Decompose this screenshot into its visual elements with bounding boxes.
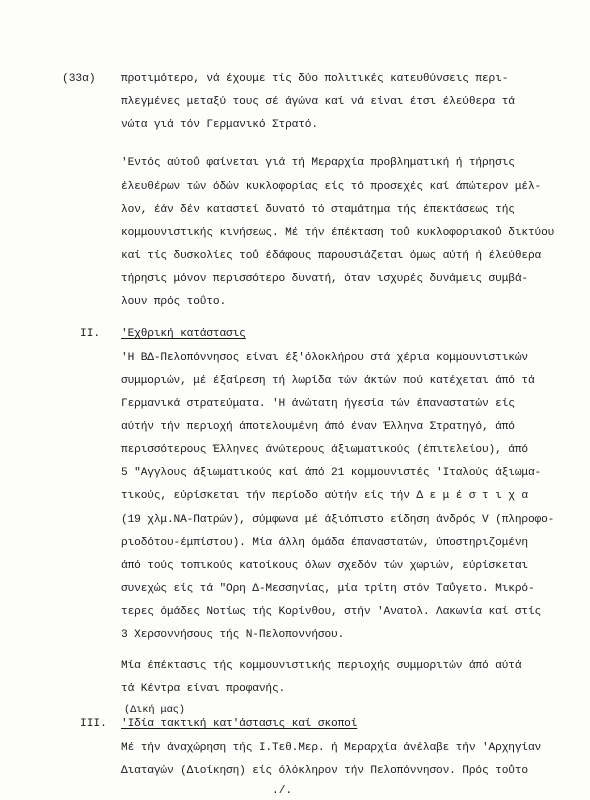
paragraph-marker-33a: (33α) (62, 73, 96, 85)
section-2-heading: 'Εχθρική κατάστασις (121, 328, 246, 340)
section-3-annotation: (Δική μας) (124, 704, 185, 716)
text-line: τερες όμάδες Νοτίως τής Κορίνθου, στήν 'Ανατολ. Λακωνία καί στίς (121, 606, 542, 618)
text-line: συμμοριών, μέ έξαίρεση τή λωρίδα τών άκτών πού κατέχεται άπό τά (121, 375, 535, 387)
page-continuation-mark: ./. (272, 785, 293, 797)
text-line: καί τίς δυσκολίες τοΰ έδάφους παρουσιάζεται όμως αύτή ή έλεύθερα (121, 250, 542, 262)
text-line: έλευθέρων τών όδών κυκλοφορίας είς τό προσεχές καί άπώτερον μέλ- (121, 181, 542, 193)
text-line: Μία έπέκτασις τής κομμουνιστικής περιοχής συμμοριτών άπό αύτά (121, 660, 522, 672)
text-line: λον, έάν δέν καταστεί δυνατό τό σταμάτημα τής έπεκτάσεως τής (121, 204, 515, 216)
text-line: 'Εντός αύτοΰ φαίνεται γιά τή Μεραρχία προβληματική ή τήρησις (121, 157, 515, 169)
text-line: συνεχώς είς τά "Ορη Δ-Μεσσηνίας, μία τρίτη στόν Ταΰγετο. Μικρό- (121, 583, 535, 595)
section-number-3: III. (80, 718, 107, 730)
text-line: ριοδότου-έμπίστου). Μία άλλη όμάδα έπαναστατών, ύποστηριζομένη (121, 537, 528, 549)
section-3-heading: 'Ιδία τακτική κατ'άστασις καί σκοποί (121, 718, 358, 730)
text-line: αύτήν τήν περιοχή άποτελουμένη άπό έναν Έλληνα Στρατηγό, άπό (121, 421, 515, 433)
text-line: τήρησις μόνον περισσότερο δυνατή, όταν ισχυρές δυνάμεις συμβά- (121, 273, 528, 285)
text-line: προτιμότερο, νά έχουμε τίς δύο πολιτικές κατευθύνσεις περι- (121, 73, 509, 85)
text-line: 3 Χερσοννήσους τής Ν-Πελοποννήσου. (121, 629, 345, 641)
text-line: τά Κέντρα είναι προφανής. (121, 683, 286, 695)
text-line: περισσότερους Έλληνες άνώτερους άξιωματικούς (έπιτελείου), άπό (121, 444, 528, 456)
text-line: τικούς, εύρίσκεται τήν περίοδο αύτήν είς τήν Δ ε μ έ σ τ ι χ α (121, 490, 528, 502)
section-number-2: II. (80, 328, 101, 340)
text-line: άπό τούς τοπικούς κατοίκους όλων σχεδόν τών χωριών, εύρίσκεται (121, 560, 528, 572)
text-line: (19 χλμ.ΝΑ-Πατρών), σύμφωνα μέ άξιόπιστο είδηση άνδρός V (πληροφο- (121, 514, 555, 526)
text-line: πλεγμένες μεταξύ τους σέ άγώνα καί νά είναι έτσι έλεύθερα τά (121, 96, 515, 108)
text-line: Διαταγών (Διοίκηση) είς όλόκληρον τήν Πελοπόννησον. Πρός τοΰτο (121, 765, 528, 777)
text-line: νώτα γιά τόν Γερμανικό Στρατό. (121, 119, 318, 131)
text-line: 5 "Αγγλους άξιωματικούς καί άπό 21 κομμουνιστές 'Ιταλούς άξιωμα- (121, 467, 542, 479)
text-line: Μέ τήν άναχώρηση τής Ι.Τεθ.Μερ. ή Μεραρχία άνέλαβε τήν 'Αρχηγίαν (121, 742, 542, 754)
text-line: λουν πρός τοΰτο. (121, 296, 227, 308)
text-line: κομμουνιστικής κινήσεως. Μέ τήν έπέκταση τοΰ κυκλοφοριακοΰ δικτύου (121, 227, 555, 239)
text-line: 'Η ΒΔ-Πελοπόννησος είναι έξ'όλοκλήρου στά χέρια κομμουνιστικών (121, 352, 528, 364)
text-line: Γερμανικά στρατεύματα. 'Η άνώτατη ήγεσία τών έπαναστατών είς (121, 398, 515, 410)
